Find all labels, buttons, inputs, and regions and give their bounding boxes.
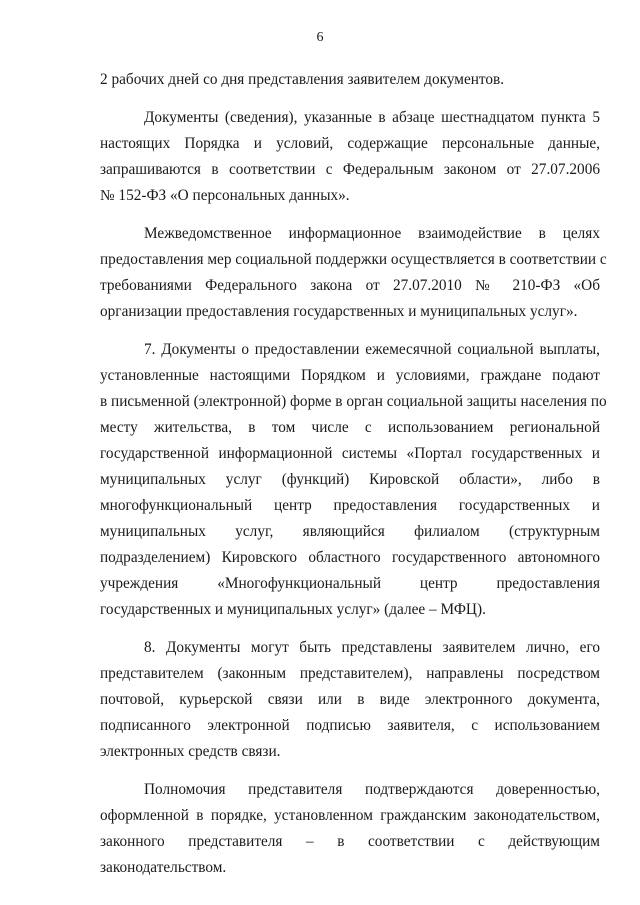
text-line: 7. Документы о предоставлении ежемесячной социальной выплаты, [144, 341, 600, 358]
text-line: почтовой, курьерской связи или в виде электронного документа, [100, 691, 600, 708]
paragraph [100, 777, 600, 881]
text-line: Межведомственное информационное взаимодействие в целях [144, 225, 600, 242]
paragraph [100, 221, 607, 325]
paragraph [100, 337, 607, 623]
text-line: Документы (сведения), указанные в абзаце шестнадцатом пункта 5 [144, 109, 600, 126]
document-body [100, 67, 607, 881]
page-number: 6 [316, 30, 324, 45]
paragraph [100, 67, 600, 93]
text-line: подразделением) Кировского областного государственного автономного [100, 549, 600, 566]
text-line: запрашиваются в соответствии с Федеральным законом от 27.07.2006 [100, 161, 600, 178]
paragraph [100, 105, 600, 209]
text-line: представителем (законным представителем), направлены посредством [100, 665, 600, 682]
text-line: в письменной (электронной) форме в орган социальной защиты населения по [100, 393, 607, 410]
text-line: государственной информационной системы «Портал государственных и [100, 445, 600, 462]
text-line: муниципальных услуг (функций) Кировской области», либо в [100, 471, 600, 488]
text-line: 2 рабочих дней со дня представления заявителем документов. [100, 71, 505, 88]
text-line: требованиями Федерального закона от 27.07.2010 № 210-ФЗ «Об [100, 277, 600, 294]
text-line: организации предоставления государственных и муниципальных услуг». [100, 303, 578, 320]
text-line: месту жительства, в том числе с использованием региональной [100, 419, 600, 436]
paragraph [100, 635, 600, 765]
text-line: № 152-ФЗ «О персональных данных». [100, 187, 350, 204]
text-line: электронных средств связи. [100, 743, 281, 760]
text-line: многофункциональный центр предоставления государственных и [100, 497, 600, 514]
text-line: государственных и муниципальных услуг» (далее – МФЦ). [100, 601, 486, 618]
text-line: законодательством. [100, 859, 227, 876]
text-line: подписанного электронной подписью заявителя, с использованием [100, 717, 600, 734]
text-line: муниципальных услуг, являющийся филиалом (структурным [100, 523, 600, 540]
text-line: предоставления мер социальной поддержки осуществляется в соответствии с [100, 251, 607, 268]
text-line: 8. Документы могут быть представлены заявителем лично, его [144, 639, 600, 656]
text-line: установленные настоящими Порядком и условиями, граждане подают [100, 367, 600, 384]
text-line: учреждения «Многофункциональный центр предоставления [100, 575, 600, 592]
text-line: законного представителя – в соответствии с действующим [100, 833, 600, 850]
text-line: Полномочия представителя подтверждаются доверенностью, [144, 781, 600, 798]
text-line: оформленной в порядке, установленном гражданским законодательством, [100, 807, 600, 824]
text-line: настоящих Порядка и условий, содержащие персональные данные, [100, 135, 600, 152]
